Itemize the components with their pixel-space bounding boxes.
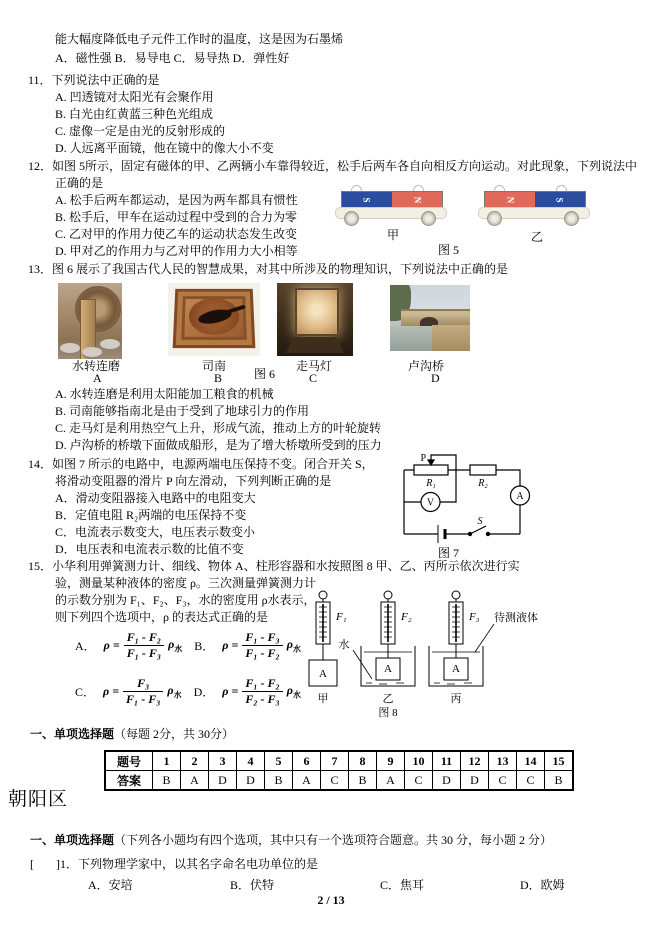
photo-letter-b: B	[214, 371, 223, 385]
q15-formula-row-cd	[75, 676, 301, 707]
q11-option-d: D. 人远离平面镜，他在镜中的像大小不变	[55, 141, 274, 155]
photo-sinan-compass	[168, 283, 260, 356]
force1-label: F₁	[336, 611, 347, 623]
q1-option-c: C．焦耳	[380, 878, 425, 892]
circuit-labels	[420, 453, 524, 527]
r2-label: R₂	[478, 478, 488, 489]
q15-formula-b: ρ = $\frac{\text{F₁ - F₃}}{\text{F₁ - F₂}}$ $\rho_水$	[222, 630, 301, 660]
pole-n: N	[392, 192, 442, 208]
photo-letter-a: A	[93, 371, 102, 385]
figure5-magnet-cars	[335, 188, 605, 260]
ammeter-label: A	[516, 491, 524, 502]
force2-label: F₂	[401, 611, 412, 623]
answer-section-title: 一、单项选择题（每题 2分，共 30分）	[30, 727, 235, 741]
q15-formula-row-ab	[75, 630, 301, 661]
q15-option-d-label: D．	[193, 685, 215, 699]
answer-table-value-row: 答案 B A D D B A C B A C D D C C B	[105, 771, 573, 791]
slider-arrow-shape	[428, 460, 434, 465]
photo-caption-bridge: 卢沟桥	[408, 359, 445, 373]
q10-options-line: A．磁性强 B．易导电 C．易导热 D．弹性好	[55, 51, 290, 65]
answer-table-number-row: 题号 1 2 3 4 5 6 7 8 9 10 11 12 13 14 15	[105, 751, 573, 771]
q12-option-d: D. 甲对乙的作用力与乙对甲的作用力大小相等	[55, 244, 298, 258]
slider-label: P	[420, 453, 426, 464]
embankment-shape	[432, 325, 470, 351]
photo-caption-sinan: 司南	[202, 359, 227, 373]
answer-table	[104, 750, 574, 791]
q12-options	[55, 192, 298, 260]
pole-s: S	[342, 192, 392, 208]
q12-option-b: B. 松手后，甲车在运动过程中受到的合力为零	[55, 210, 298, 224]
car-yi	[478, 188, 590, 224]
setup-bing-label: 丙	[450, 693, 462, 705]
q14-options	[55, 490, 256, 558]
q13-option-b: B. 司南能够指南北是由于受到了地球引力的作用	[55, 404, 310, 418]
q13-option-c: C. 走马灯是利用热空气上升，形成气流，推动上方的叶轮旋转	[55, 421, 382, 435]
section2-title: 一、单项选择题（下列各小题均有四个选项，其中只有一个选项符合题意。共 30 分，每小题 2 分）	[30, 833, 553, 847]
pole-n: N	[485, 192, 535, 208]
setup-bing-shapes	[429, 591, 494, 686]
switch-blade	[470, 526, 486, 534]
wheel-shape	[421, 211, 436, 226]
q12-stem-line1: 12．如图 5所示，固定有磁体的甲、乙两辆小车靠得较近，松手后两车各自向相反方向运动。对此现象，下列说法中	[28, 159, 638, 173]
photo-lugou-bridge	[390, 285, 470, 351]
q11-option-b: B. 白光由红黄蓝三种色光组成	[55, 107, 214, 121]
figure7-caption: 图 7	[438, 546, 460, 560]
answer-table-header: 答案	[105, 771, 153, 791]
q1-option-b: B．伏特	[230, 878, 275, 892]
photo-water-mill	[58, 283, 122, 359]
q15-formula-a: ρ = $\frac{\text{F₁ - F₂}}{\text{F₁ - F₃}}$ $\rho_水$	[103, 630, 183, 660]
q13-options	[55, 386, 382, 454]
q12-stem-line2: 正确的是	[55, 176, 104, 190]
photo-letter-c: C	[309, 371, 318, 385]
district-heading: 朝阳区	[8, 789, 69, 810]
q15-stem-line1: 15．小华利用弹簧测力计、细线、物体 A、柱形容器和水按照图 8 甲、乙、丙所示依次进行实	[28, 559, 520, 573]
q15-stem-line2: 验，测量某种液体的密度 ρ。三次测量弹簧测力计	[55, 576, 316, 590]
q12-option-a: A. 松手后两车都运动，是因为两车都具有惯性	[55, 193, 298, 207]
resistor-r2-shape	[470, 465, 496, 475]
water-label: 水	[338, 639, 350, 651]
q11-option-c: C. 虚像一定是由光的反射形成的	[55, 124, 226, 138]
page-number: 2 / 13	[317, 893, 345, 907]
q15-stem-line4: 则下列四个选项中，ρ 的表达式正确的是	[55, 610, 268, 624]
q13-option-a: A. 水转连磨是利用太阳能加工粮食的机械	[55, 387, 274, 401]
pole-s: S	[535, 192, 585, 208]
voltmeter-label: V	[426, 497, 435, 509]
r1-label: R₁	[426, 478, 436, 489]
rheostat-r1-shape	[414, 465, 448, 475]
lamp-base-shape	[286, 337, 344, 353]
figure8-labels	[318, 610, 539, 718]
q12-option-c: C. 乙对甲的作用力使乙车的运动状态发生改变	[55, 227, 298, 241]
compass-plate-shape	[173, 289, 256, 348]
section2-q1-stem	[30, 857, 318, 872]
q1-option-d: D．欧姆	[520, 878, 565, 892]
q11-stem: 11．下列说法中正确的是	[28, 73, 160, 87]
switch-contact	[486, 532, 489, 535]
q15-option-b-label: B．	[194, 639, 215, 653]
q15-stem-line3: 的示数分别为 F₁、F₂、F₃，水的密度用 ρ水表示，	[55, 593, 316, 607]
q11-options	[55, 89, 274, 157]
switch-label: S	[477, 516, 483, 527]
answer-table-header: 题号	[105, 751, 153, 771]
wheel-shape	[487, 211, 502, 226]
q14-option-c: C．电流表示数变大，电压表示数变小	[55, 525, 256, 539]
figure8-experiment-diagram	[298, 588, 560, 718]
q10-tail-line: 能大幅度降低电子元件工作时的温度，这是因为石墨烯	[55, 32, 344, 46]
river-shape	[390, 326, 432, 351]
q14-stem-line2: 将滑动变阻器的滑片 P 向左滑动，下列判断正确的是	[55, 474, 332, 488]
millstone-shape	[60, 343, 80, 353]
q15-formula-c: ρ = $\frac{\text{F₃}}{\text{F₁ - F₃}}$ $\rho_水$	[103, 676, 182, 706]
q14-stem-line1: 14．如图 7 所示的电路中，电源两端电压保持不变。闭合开关 S，	[28, 457, 374, 471]
millstone-shape	[100, 339, 120, 349]
answer-bracket-open: [	[30, 857, 34, 871]
photo-letter-d: D	[431, 371, 440, 385]
setup-jia-label: 甲	[317, 693, 329, 705]
q1-text: ]1．下列物理学家中，以其名字命名电功单位的是	[56, 857, 318, 871]
object-a-label: A	[452, 663, 460, 675]
figure6-caption: 图 6	[254, 367, 276, 381]
photo-trotting-horse-lamp	[277, 283, 353, 356]
setup-yi-label: 乙	[382, 693, 394, 705]
q15-option-a-label: A．	[75, 639, 96, 653]
figure5-caption: 图 5	[438, 243, 460, 257]
q15-option-c-label: C．	[75, 685, 96, 699]
object-a-label: A	[319, 668, 327, 680]
car-jia	[335, 188, 447, 224]
photo-caption-water-mill: 水转连磨	[72, 359, 121, 373]
lamp-case-shape	[295, 288, 339, 336]
object-a-label: A	[384, 663, 392, 675]
millstone-shape	[82, 347, 102, 357]
q1-option-a: A．安培	[88, 878, 133, 892]
q14-option-b: B．定值电阻 R₂两端的电压保持不变	[55, 508, 247, 522]
force3-label: F₃	[469, 611, 480, 623]
liquid-label: 待测液体	[494, 612, 538, 624]
q13-stem: 13．图 6 展示了我国古代人民的智慧成果，对其中所涉及的物理知识，下列说法中正确的是	[28, 262, 509, 276]
q14-option-a: A．滑动变阻器接入电路中的电阻变大	[55, 491, 256, 505]
circuit-wires	[404, 455, 530, 543]
figure8-caption: 图 8	[378, 707, 398, 718]
wheel-shape	[564, 211, 579, 226]
wheel-shape	[344, 211, 359, 226]
q14-option-d: D．电压表和电流表示数的比值不变	[55, 542, 244, 556]
car-yi-label: 乙	[531, 230, 544, 244]
q15-formula-d: ρ = $\frac{\text{F₁ - F₂}}{\text{F₂ - F₃}}$ $\rho_水$	[222, 676, 301, 706]
photo-caption-lamp: 走马灯	[296, 359, 333, 373]
figure7-circuit-diagram	[392, 452, 534, 546]
q13-option-d: D. 卢沟桥的桥墩下面做成船形，是为了增大桥墩所受到的压力	[55, 438, 382, 452]
q11-option-a: A. 凹透镜对太阳光有会聚作用	[55, 90, 214, 104]
car-jia-label: 甲	[387, 228, 400, 242]
